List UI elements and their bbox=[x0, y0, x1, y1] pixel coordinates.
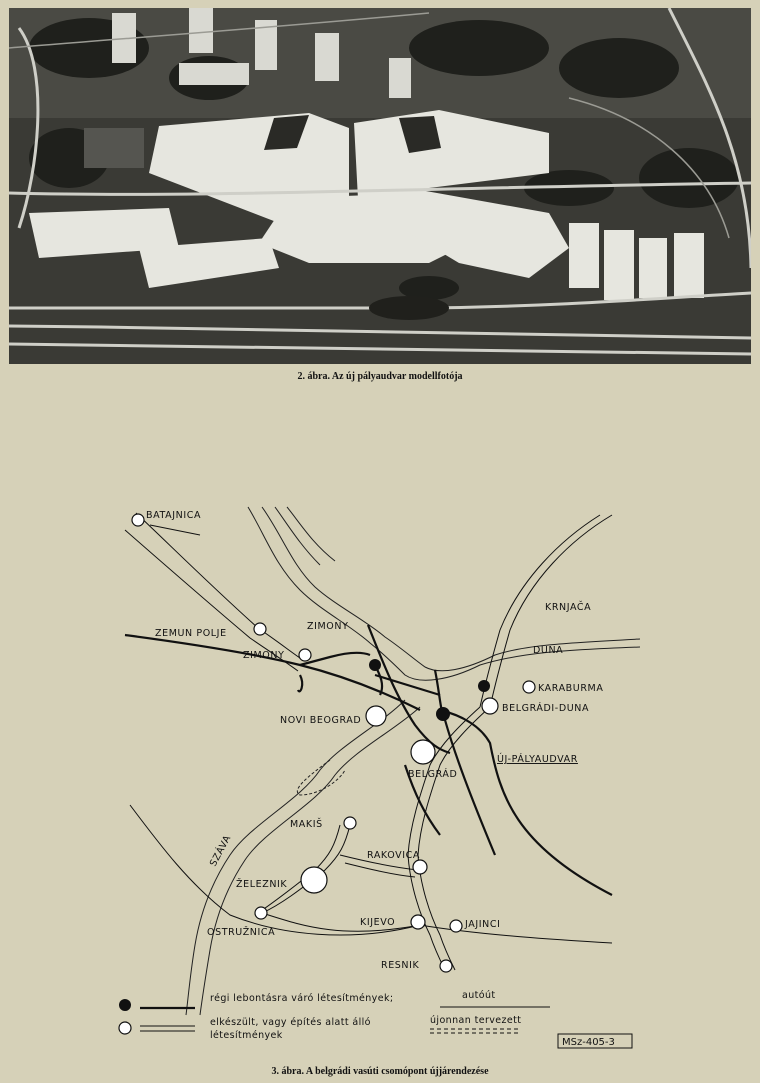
legend-new-text: elkészült, vagy építés alatt álló bbox=[210, 1017, 371, 1028]
label-uj-palyaudvar: ÚJ-PÁLYAUDVAR bbox=[497, 754, 578, 765]
model-photo bbox=[9, 8, 751, 364]
station-novi-beograd bbox=[366, 706, 386, 726]
label-krnjaca: KRNJAČA bbox=[545, 602, 592, 613]
label-szava: SZÁVA bbox=[207, 833, 234, 869]
station-rakovica bbox=[413, 860, 427, 874]
stations bbox=[132, 514, 535, 972]
label-batajnica: BATAJNICA bbox=[146, 510, 202, 521]
label-novi-beograd: NOVI BEOGRAD bbox=[280, 715, 362, 726]
station-jajinci bbox=[450, 920, 462, 932]
label-zimony-lower: ZIMONY bbox=[243, 650, 285, 661]
station-zimony bbox=[299, 649, 311, 661]
station-zemun-polje bbox=[254, 623, 266, 635]
figure-3-caption: 3. ábra. A belgrádi vasúti csomópont újjárendezése bbox=[271, 1066, 489, 1077]
label-belgrad: BELGRÁD bbox=[408, 769, 458, 780]
new-lines bbox=[125, 513, 612, 970]
legend-new-text-2: létesítmények bbox=[210, 1030, 283, 1041]
label-zeleznik: ŽELEZNIK bbox=[236, 879, 288, 890]
station-resnik bbox=[440, 960, 452, 972]
figure-code: MSz-405-3 bbox=[562, 1037, 615, 1048]
railway-map bbox=[0, 495, 760, 1060]
station-karaburma bbox=[523, 681, 535, 693]
station-kijevo bbox=[411, 915, 425, 929]
label-resnik: RESNIK bbox=[381, 960, 420, 971]
label-rakovica: RAKOVICA bbox=[367, 850, 420, 861]
label-zemun-polje: ZEMUN POLJE bbox=[155, 628, 227, 639]
legend-planned-text: újonnan tervezett bbox=[430, 1015, 522, 1026]
label-jajinci: JAJINCI bbox=[465, 919, 501, 930]
label-duna: DUNA bbox=[533, 645, 564, 656]
legend bbox=[119, 990, 632, 1048]
legend-autout: autóút bbox=[462, 990, 496, 1001]
station-makis bbox=[344, 817, 356, 829]
station-batajnica bbox=[132, 514, 144, 526]
station-belgrad bbox=[411, 740, 435, 764]
label-karaburma: KARABURMA bbox=[538, 683, 604, 694]
label-ostruznica: OSTRUŽNICA bbox=[207, 927, 276, 938]
station-ostruznica bbox=[255, 907, 267, 919]
label-makis: MAKIŠ bbox=[290, 819, 323, 830]
figure-2-caption: 2. ábra. Az új pályaudvar modellfotója bbox=[297, 371, 463, 382]
label-belgradi-duna: BELGRÁDI-DUNA bbox=[502, 703, 590, 714]
label-zimony-upper: ZIMONY bbox=[307, 621, 349, 632]
station-belgradi-duna bbox=[482, 698, 498, 714]
label-kijevo: KIJEVO bbox=[360, 917, 396, 928]
legend-old-text: régi lebontásra váró létesítmények; bbox=[210, 993, 394, 1004]
station-zeleznik bbox=[301, 867, 327, 893]
